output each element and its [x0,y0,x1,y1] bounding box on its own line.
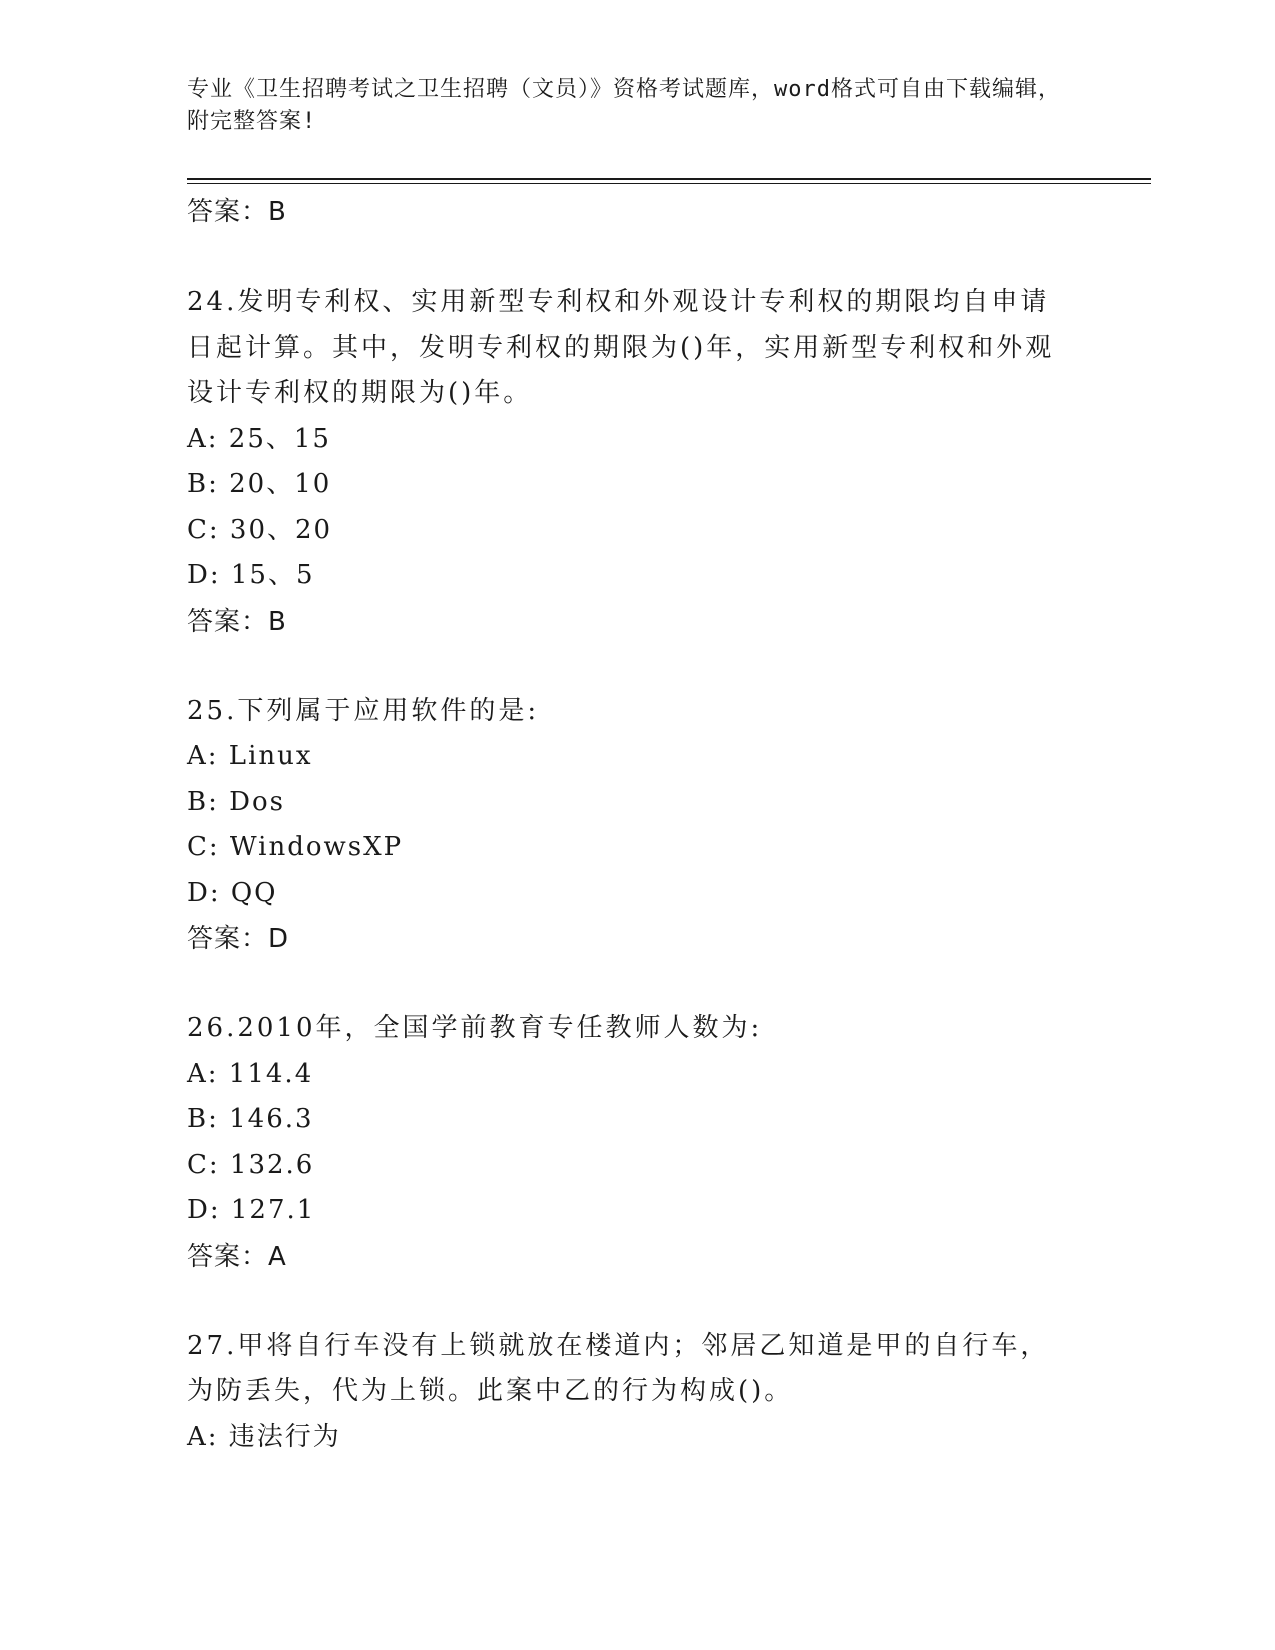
header-text: 专业《卫生招聘考试之卫生招聘（文员）》资格考试题库，word格式可自由下载编辑，附完整答案! [187,77,1061,134]
answer-line: 答案：B [187,606,287,637]
option-c: C: 132.6 [187,1149,315,1180]
option-d: D: 127.1 [187,1195,316,1225]
header-divider-thin [187,183,1151,184]
option-a: A: 114.4 [187,1058,314,1089]
document-header [187,74,1077,138]
header-divider-thick [187,178,1151,180]
option-b: B: Dos [187,786,285,817]
answer-line: 答案：A [187,1241,287,1272]
question-stem: 25.下列属于应用软件的是: [187,695,540,726]
option-a: A: Linux [187,741,313,771]
option-c: C: WindowsXP [187,832,404,862]
spacer [187,236,1077,280]
option-b: B: 20、10 [187,469,332,499]
question-stem: 27.甲将自行车没有上锁就放在楼道内；邻居乙知道是甲的自行车，为防丢失，代为上锁。此案中乙的行为构成()。 [187,1330,1050,1406]
option-a: A: 违法行为 [187,1421,341,1452]
question-list [187,188,1077,1460]
answer-line: 答案：B [187,197,287,227]
option-d: D: QQ [187,877,278,908]
option-b: B: 146.3 [187,1104,314,1134]
spacer [187,645,1077,689]
option-d: D: 15、5 [187,560,315,590]
question-stem: 24.发明专利权、实用新型专利权和外观设计专利权的期限均自申请日起计算。其中，发明专利权的期限为()年，实用新型专利权和外观设计专利权的期限为()年。 [187,287,1055,408]
option-a: A: 25、15 [187,423,331,454]
spacer [187,1280,1077,1324]
question-stem: 26.2010年，全国学前教育专任教师人数为: [187,1013,763,1043]
answer-line: 答案：D [187,924,290,954]
option-c: C: 30、20 [187,514,333,545]
spacer [187,962,1077,1006]
